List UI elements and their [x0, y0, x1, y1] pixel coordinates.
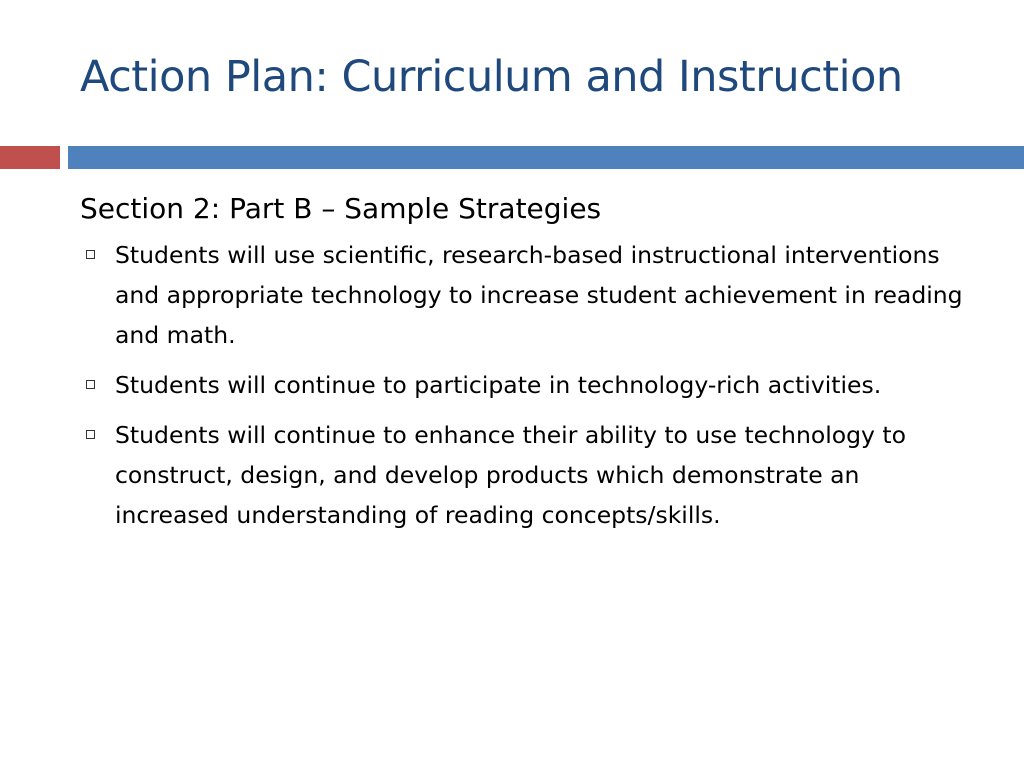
accent-bar-red [0, 146, 60, 169]
section-heading: Section 2: Part B – Sample Strategies [80, 192, 602, 225]
bullet-item [80, 415, 980, 535]
accent-bar-blue [68, 146, 1024, 169]
bullet-text: Students will use scientific, research-based instructional interventions and appropriate technology to increase student achievement in reading and math. [115, 241, 963, 349]
bullet-text: Students will continue to participate in technology-rich activities. [115, 371, 882, 399]
bullet-text: Students will continue to enhance their ability to use technology to construct, design, and develop products which demonstrate an increased understanding of reading concepts/skills. [115, 421, 907, 529]
slide-title: Action Plan: Curriculum and Instruction [80, 52, 903, 102]
hollow-square-bullet-icon [86, 380, 95, 389]
slide-content [80, 192, 980, 545]
hollow-square-bullet-icon [86, 430, 95, 439]
bullet-list [80, 235, 980, 535]
bullet-item [80, 365, 980, 405]
bullet-item [80, 235, 980, 355]
hollow-square-bullet-icon [86, 250, 95, 259]
